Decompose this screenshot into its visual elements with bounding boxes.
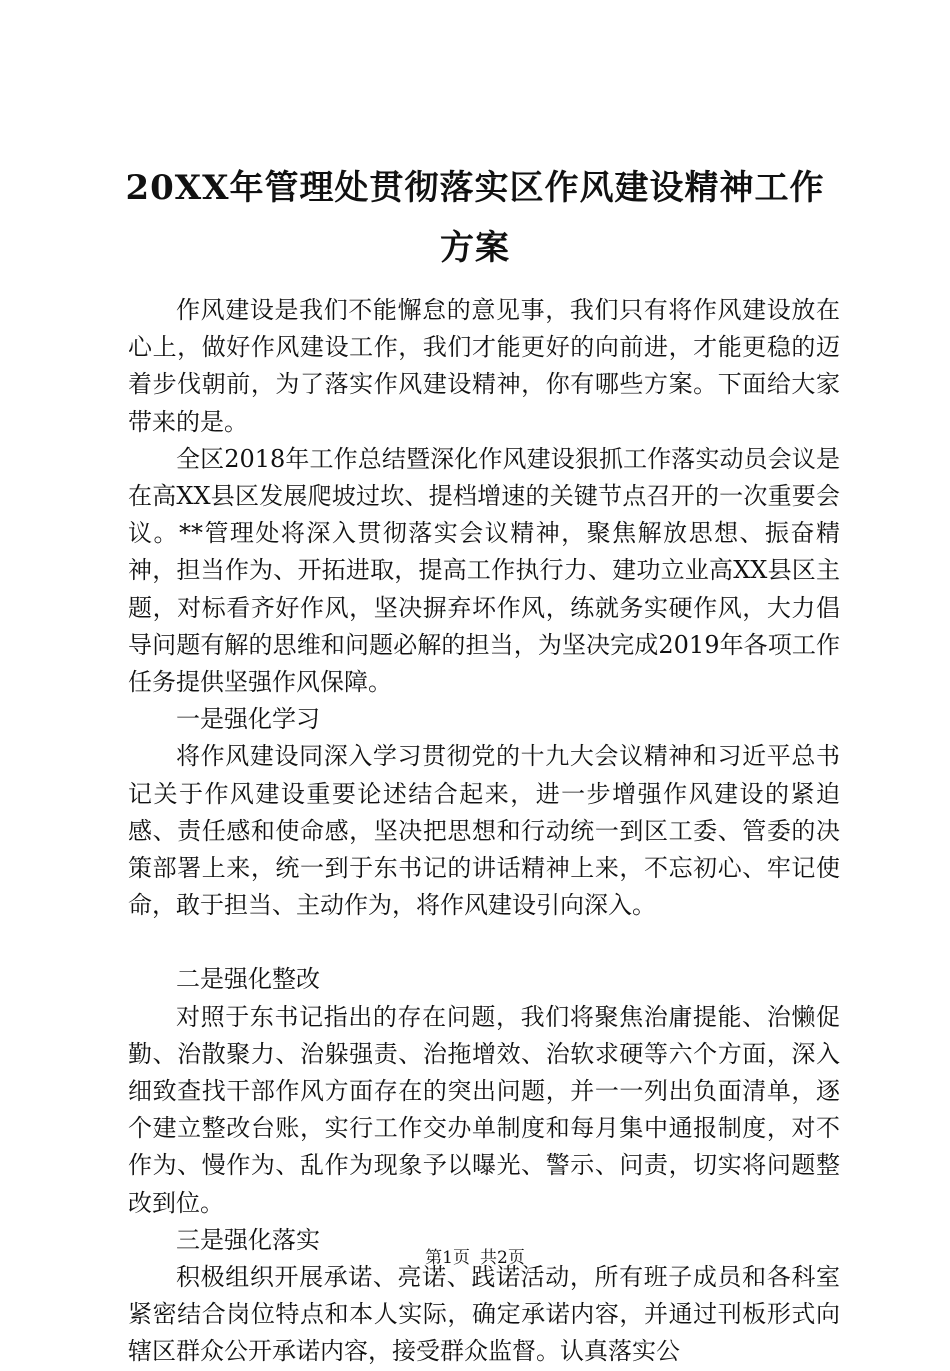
study-paragraph: 将作风建设同深入学习贯彻党的十九大会议精神和习近平总书记关于作风建设重要论述结合起来，进一步增强作风建设的紧迫感、责任感和使命感，坚决把思想和行动统一到区工委、管委的决策部署上来，统一到于东书记的讲话精神上来，不忘初心、牢记使命，敢于担当、主动作为，将作风建设引向深入。 [128,742,840,920]
section-heading-study: 一是强化学习 [176,705,320,734]
document-title-line-2: 方案 [440,228,510,268]
meeting-paragraph: 全区2018年工作总结暨深化作风建设狠抓工作落实动员会议是在高XX县区发展爬坡过坎、提档增速的关键节点召开的一次重要会议。**管理处将深入贯彻落实会议精神，聚焦解放思想、振奋精神，担当作为、开拓进取，提高工作执行力、建功立业高XX县区主题，对标看齐好作风，坚决摒弃坏作风，练就务实硬作风，大力倡导问题有解的思维和问题必解的担当，为坚决完成2019年各项工作任务提供坚强作风保障。 [128,444,840,697]
document-body [128,292,840,1371]
implement-paragraph: 积极组织开展承诺、亮诺、践诺活动，所有班子成员和各科室紧密结合岗位特点和本人实际，确定承诺内容，并通过刊板形式向辖区群众公开承诺内容，接受群众监督。认真落实公 [128,1263,840,1366]
page-footer [0,1243,950,1268]
page-total: 共2页 [480,1248,525,1268]
section-heading-implement: 三是强化落实 [176,1225,320,1254]
section-heading-rectify: 二是强化整改 [176,965,320,994]
document-title-line-1: 20XX年管理处贯彻落实区作风建设精神工作 [125,168,825,208]
rectify-paragraph: 对照于东书记指出的存在问题，我们将聚焦治庸提能、治懒促勤、治散聚力、治躲强责、治拖增效、治软求硬等六个方面，深入细致查找干部作风方面存在的突出问题，并一一列出负面清单，逐个建立整改台账，实行工作交办单制度和每月集中通报制度，对不作为、慢作为、乱作为现象予以曝光、警示、问责，切实将问题整改到位。 [128,1002,840,1217]
intro-paragraph: 作风建设是我们不能懈怠的意见事，我们只有将作风建设放在心上，做好作风建设工作，我们才能更好的向前进，才能更稳的迈着步伐朝前，为了落实作风建设精神，你有哪些方案。下面给大家带来的是。 [128,296,840,436]
paragraph-gap [128,924,840,961]
page-number: 第1页 [425,1248,470,1268]
